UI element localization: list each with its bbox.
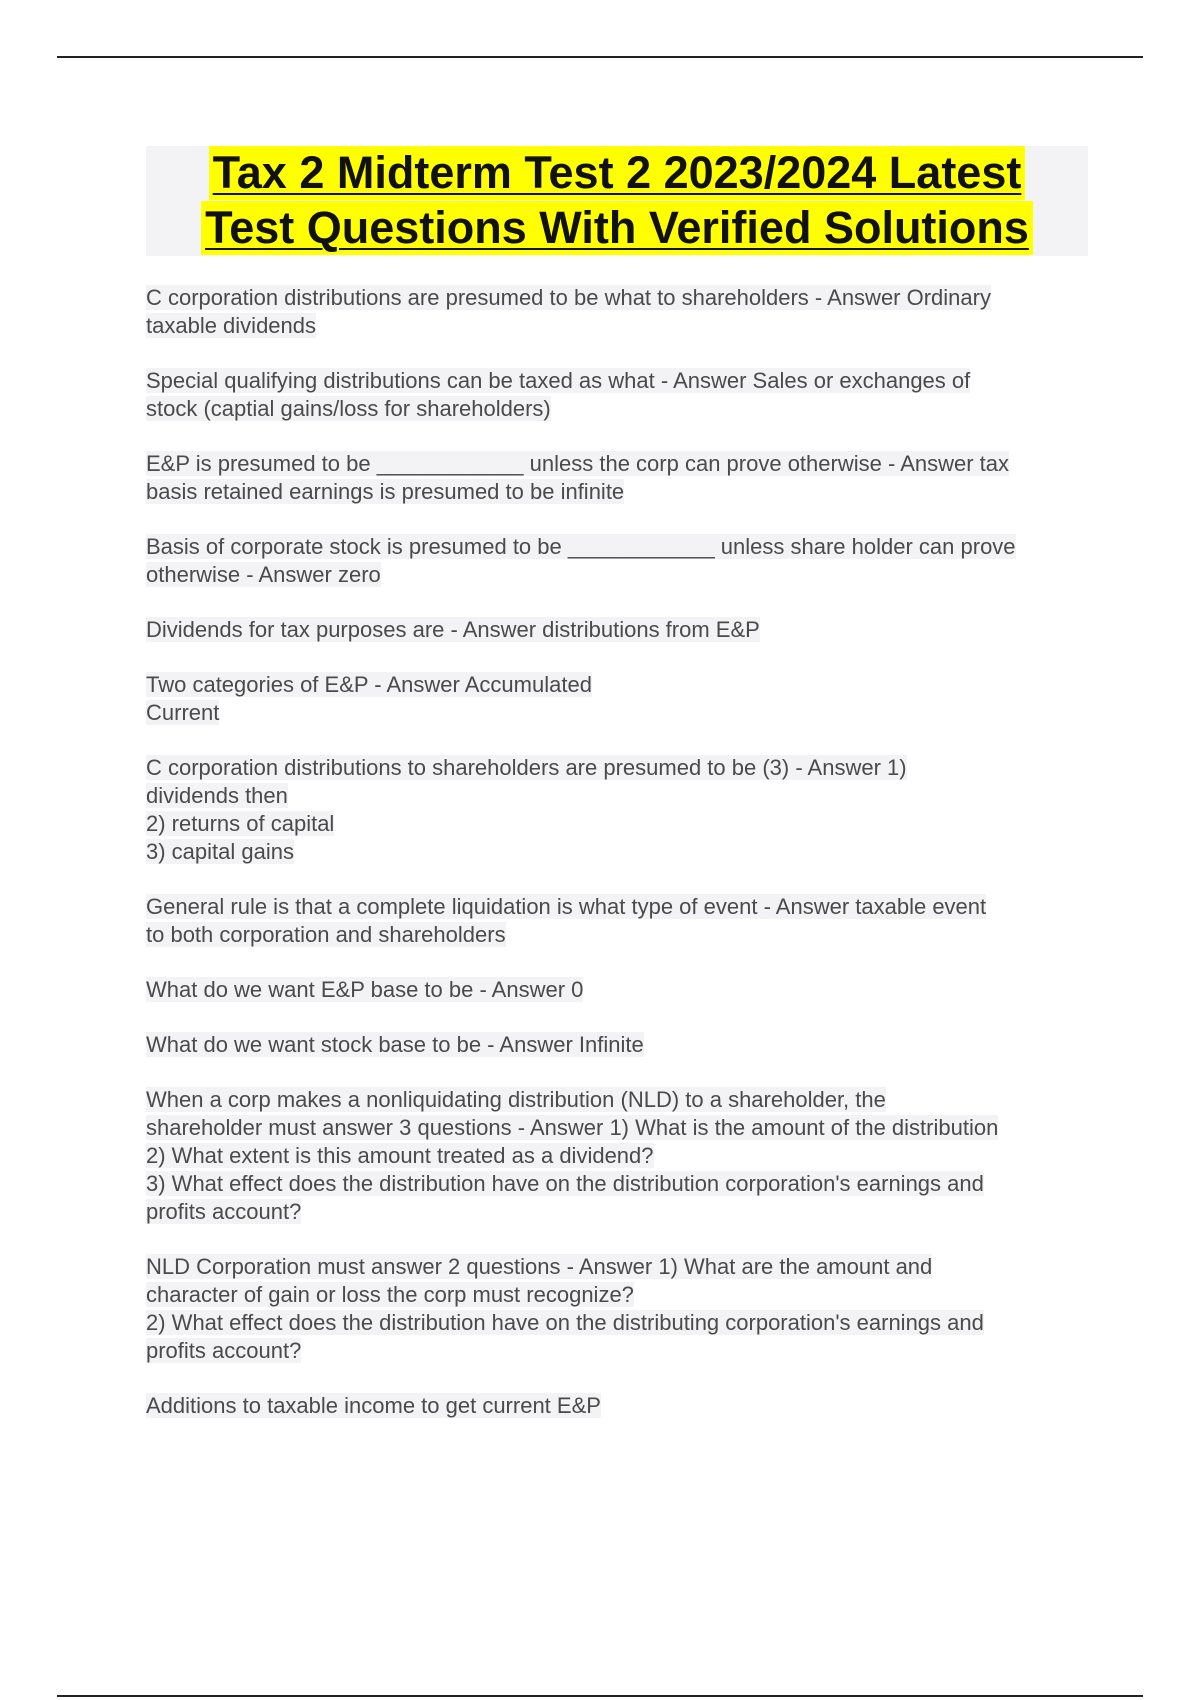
qa-item bbox=[146, 284, 1096, 340]
qa-line: basis retained earnings is presumed to be infinite bbox=[146, 479, 625, 504]
document-title bbox=[146, 146, 1088, 256]
qa-item bbox=[146, 1253, 1096, 1365]
title-row-2 bbox=[146, 201, 1088, 256]
qa-line: 2) What extent is this amount treated as a dividend? bbox=[146, 1143, 654, 1168]
qa-line: shareholder must answer 3 questions - Answer 1) What is the amount of the distribution bbox=[146, 1115, 999, 1140]
title-line-1: Tax 2 Midterm Test 2 2023/2024 Latest bbox=[209, 146, 1026, 200]
qa-line: General rule is that a complete liquidation is what type of event - Answer taxable event bbox=[146, 894, 987, 919]
qa-line: Basis of corporate stock is presumed to be ____________ unless share holder can prove bbox=[146, 534, 1016, 559]
qa-line: otherwise - Answer zero bbox=[146, 562, 381, 587]
qa-line: Additions to taxable income to get current E&P bbox=[146, 1393, 601, 1418]
qa-line: NLD Corporation must answer 2 questions - Answer 1) What are the amount and bbox=[146, 1254, 933, 1279]
qa-line: character of gain or loss the corp must recognize? bbox=[146, 1282, 634, 1307]
qa-line: C corporation distributions to shareholders are presumed to be (3) - Answer 1) bbox=[146, 755, 907, 780]
qa-item bbox=[146, 1031, 1096, 1059]
qa-item bbox=[146, 671, 1096, 727]
qa-line: What do we want E&P base to be - Answer 0 bbox=[146, 977, 584, 1002]
qa-line: 3) capital gains bbox=[146, 839, 294, 864]
qa-line: Two categories of E&P - Answer Accumulated bbox=[146, 672, 592, 697]
qa-line: E&P is presumed to be ____________ unless the corp can prove otherwise - Answer tax bbox=[146, 451, 1010, 476]
qa-line: Current bbox=[146, 700, 220, 725]
qa-line: 3) What effect does the distribution have on the distribution corporation's earnings and bbox=[146, 1171, 984, 1196]
title-row-1 bbox=[146, 146, 1088, 201]
qa-item bbox=[146, 976, 1096, 1004]
qa-line: profits account? bbox=[146, 1338, 302, 1363]
qa-line: Dividends for tax purposes are - Answer distributions from E&P bbox=[146, 617, 760, 642]
qa-item bbox=[146, 616, 1096, 644]
qa-line: to both corporation and shareholders bbox=[146, 922, 506, 947]
bottom-rule bbox=[57, 1695, 1143, 1697]
qa-line: What do we want stock base to be - Answer Infinite bbox=[146, 1032, 644, 1057]
top-rule bbox=[57, 56, 1143, 58]
qa-line: profits account? bbox=[146, 1199, 302, 1224]
qa-line: When a corp makes a nonliquidating distribution (NLD) to a shareholder, the bbox=[146, 1087, 886, 1112]
qa-item bbox=[146, 1086, 1096, 1226]
qa-line: dividends then bbox=[146, 783, 288, 808]
qa-item bbox=[146, 450, 1096, 506]
qa-line: Special qualifying distributions can be taxed as what - Answer Sales or exchanges of bbox=[146, 368, 971, 393]
qa-line: 2) returns of capital bbox=[146, 811, 335, 836]
qa-item bbox=[146, 754, 1096, 866]
qa-item bbox=[146, 893, 1096, 949]
qa-item bbox=[146, 1392, 1096, 1420]
qa-item bbox=[146, 533, 1096, 589]
qa-line: C corporation distributions are presumed to be what to shareholders - Answer Ordinary bbox=[146, 285, 991, 310]
qa-line: 2) What effect does the distribution have on the distributing corporation's earnings and bbox=[146, 1310, 984, 1335]
title-line-2: Test Questions With Verified Solutions bbox=[201, 201, 1033, 255]
qa-list bbox=[146, 284, 1096, 1447]
qa-line: taxable dividends bbox=[146, 313, 317, 338]
qa-item bbox=[146, 367, 1096, 423]
qa-line: stock (captial gains/loss for shareholders) bbox=[146, 396, 551, 421]
